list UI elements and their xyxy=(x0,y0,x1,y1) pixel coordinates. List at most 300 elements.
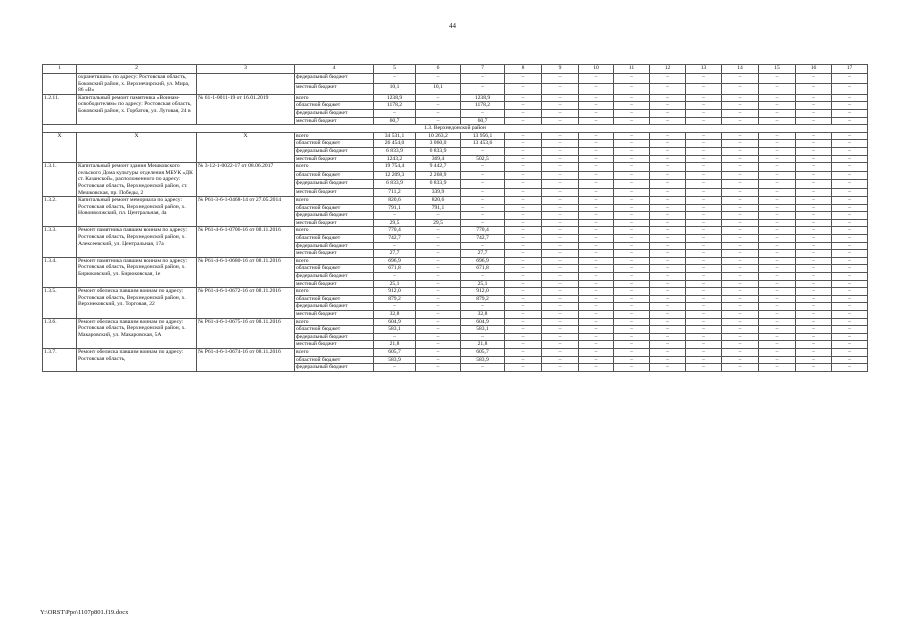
document-number: № 61-1-0011-19 от 16.01.2019 xyxy=(197,94,295,124)
funding-source: федеральный бюджет xyxy=(295,147,374,155)
funding-source: областной бюджет xyxy=(295,204,374,212)
amount-cell: – xyxy=(614,132,650,140)
amount-cell: 60,7 xyxy=(461,117,505,125)
amount-cell: – xyxy=(579,273,614,281)
amount-cell: 6 833,9 xyxy=(374,180,416,188)
amount-cell: – xyxy=(686,288,722,296)
amount-cell: – xyxy=(614,212,650,220)
amount-cell: – xyxy=(832,288,868,296)
header-cell: 9 xyxy=(542,65,579,74)
amount-cell: – xyxy=(832,348,868,356)
amount-cell: – xyxy=(374,273,416,281)
amount-cell: – xyxy=(650,273,686,281)
amount-cell: – xyxy=(796,84,832,94)
amount-cell: – xyxy=(759,204,796,212)
amount-cell: – xyxy=(579,204,614,212)
amount-cell: – xyxy=(542,212,579,220)
funding-source: всего xyxy=(295,94,374,102)
amount-cell: – xyxy=(579,333,614,341)
amount-cell: – xyxy=(686,318,722,326)
amount-cell: – xyxy=(722,288,759,296)
funding-source: местный бюджет xyxy=(295,84,374,94)
amount-cell: – xyxy=(374,109,416,117)
amount-cell: – xyxy=(416,333,461,341)
amount-cell: – xyxy=(416,117,461,125)
amount-cell: – xyxy=(796,288,832,296)
amount-cell: – xyxy=(722,147,759,155)
amount-cell: – xyxy=(614,318,650,326)
amount-cell: – xyxy=(832,155,868,163)
amount-cell: – xyxy=(759,94,796,102)
amount-cell: – xyxy=(542,341,579,349)
amount-cell: – xyxy=(416,326,461,334)
amount-cell: – xyxy=(505,155,542,163)
funding-source: местный бюджет xyxy=(295,155,374,163)
amount-cell: – xyxy=(505,341,542,349)
amount-cell: – xyxy=(579,117,614,125)
amount-cell: – xyxy=(759,318,796,326)
amount-cell: – xyxy=(614,341,650,349)
table-body xyxy=(43,74,868,372)
amount-cell: – xyxy=(722,74,759,84)
header-cell: 5 xyxy=(374,65,416,74)
amount-cell: – xyxy=(832,265,868,273)
amount-cell: – xyxy=(505,188,542,197)
amount-cell: 1178,2 xyxy=(374,102,416,110)
amount-cell: – xyxy=(579,132,614,140)
amount-cell: – xyxy=(832,212,868,220)
item-number: 1.3.3. xyxy=(43,227,77,257)
amount-cell: 742,7 xyxy=(374,235,416,243)
amount-cell: – xyxy=(579,318,614,326)
amount-cell: – xyxy=(542,326,579,334)
funding-source: всего xyxy=(295,197,374,205)
page-number: 44 xyxy=(449,22,456,30)
amount-cell: – xyxy=(722,140,759,148)
amount-cell: – xyxy=(579,227,614,235)
amount-cell: – xyxy=(759,356,796,364)
amount-cell: – xyxy=(416,250,461,258)
amount-cell: – xyxy=(832,341,868,349)
amount-cell: – xyxy=(650,348,686,356)
amount-cell: – xyxy=(759,102,796,110)
amount-cell: – xyxy=(505,303,542,311)
amount-cell: 13 956,1 xyxy=(461,132,505,140)
table-row xyxy=(43,132,868,140)
amount-cell: – xyxy=(650,197,686,205)
amount-cell: – xyxy=(650,295,686,303)
funding-source: областной бюджет xyxy=(295,102,374,110)
item-number: 1.3.6. xyxy=(43,318,77,348)
amount-cell: – xyxy=(722,311,759,319)
funding-source: федеральный бюджет xyxy=(295,273,374,281)
amount-cell: – xyxy=(614,333,650,341)
amount-cell: – xyxy=(722,273,759,281)
amount-cell: – xyxy=(686,147,722,155)
item-number xyxy=(43,74,77,95)
amount-cell: – xyxy=(796,188,832,197)
amount-cell: – xyxy=(686,117,722,125)
amount-cell: 25,1 xyxy=(374,280,416,288)
amount-cell: – xyxy=(505,147,542,155)
amount-cell: 6 833,9 xyxy=(374,147,416,155)
amount-cell: – xyxy=(542,94,579,102)
amount-cell: – xyxy=(796,326,832,334)
amount-cell: – xyxy=(579,295,614,303)
amount-cell: 12 209,3 xyxy=(374,171,416,179)
header-row xyxy=(43,65,868,74)
amount-cell: – xyxy=(416,212,461,220)
amount-cell: – xyxy=(650,84,686,94)
amount-cell: – xyxy=(542,295,579,303)
amount-cell: 605,7 xyxy=(374,348,416,356)
amount-cell: 19 754,4 xyxy=(374,163,416,171)
amount-cell: – xyxy=(796,318,832,326)
amount-cell: – xyxy=(796,204,832,212)
amount-cell: – xyxy=(542,197,579,205)
amount-cell: – xyxy=(650,303,686,311)
amount-cell: – xyxy=(614,102,650,110)
amount-cell: 27,7 xyxy=(461,250,505,258)
amount-cell: – xyxy=(759,180,796,188)
amount-cell: – xyxy=(650,171,686,179)
amount-cell: – xyxy=(505,132,542,140)
amount-cell: – xyxy=(579,155,614,163)
amount-cell: – xyxy=(686,227,722,235)
table-header xyxy=(43,65,868,74)
amount-cell: – xyxy=(759,326,796,334)
document-number xyxy=(197,74,295,95)
funding-source: областной бюджет xyxy=(295,295,374,303)
amount-cell: – xyxy=(650,333,686,341)
amount-cell: – xyxy=(722,356,759,364)
amount-cell: – xyxy=(416,273,461,281)
amount-cell: – xyxy=(505,204,542,212)
amount-cell: – xyxy=(614,197,650,205)
amount-cell: – xyxy=(416,288,461,296)
amount-cell: – xyxy=(686,188,722,197)
amount-cell: 605,7 xyxy=(461,348,505,356)
funding-source: всего xyxy=(295,227,374,235)
amount-cell: 10,1 xyxy=(416,84,461,94)
header-cell: 10 xyxy=(579,65,614,74)
table-row xyxy=(43,163,868,171)
amount-cell: – xyxy=(832,188,868,197)
amount-cell: – xyxy=(505,180,542,188)
item-number: 1.3.7. xyxy=(43,348,77,371)
amount-cell: – xyxy=(686,74,722,84)
amount-cell: – xyxy=(505,364,542,372)
amount-cell: – xyxy=(614,94,650,102)
amount-cell: 27,7 xyxy=(374,250,416,258)
amount-cell: – xyxy=(832,147,868,155)
funding-source: местный бюджет xyxy=(295,250,374,258)
amount-cell: – xyxy=(650,102,686,110)
amount-cell: 2 268,9 xyxy=(416,171,461,179)
amount-cell: – xyxy=(542,318,579,326)
amount-cell: – xyxy=(614,311,650,319)
amount-cell: – xyxy=(542,132,579,140)
table-row xyxy=(43,348,868,356)
amount-cell: – xyxy=(722,163,759,171)
header-cell: 4 xyxy=(295,65,374,74)
amount-cell: – xyxy=(832,303,868,311)
amount-cell: – xyxy=(650,288,686,296)
funding-source: областной бюджет xyxy=(295,265,374,273)
amount-cell: 604,9 xyxy=(461,318,505,326)
header-cell: 11 xyxy=(614,65,650,74)
amount-cell: – xyxy=(722,94,759,102)
header-cell: 16 xyxy=(796,65,832,74)
amount-cell: – xyxy=(542,117,579,125)
amount-cell: – xyxy=(614,295,650,303)
object-name: Ремонт обелиска павшим воинам по адресу: Ростовская область, Верхнедонской район, х. Верхнековский, ул. Торговая, 22 xyxy=(77,288,197,318)
amount-cell: – xyxy=(686,219,722,227)
amount-cell: – xyxy=(650,212,686,220)
funding-table xyxy=(42,64,868,372)
amount-cell: – xyxy=(614,257,650,265)
amount-cell: – xyxy=(832,94,868,102)
amount-cell: – xyxy=(722,212,759,220)
amount-cell: – xyxy=(505,171,542,179)
funding-source: местный бюджет xyxy=(295,188,374,197)
amount-cell: – xyxy=(650,318,686,326)
table-row xyxy=(43,318,868,326)
amount-cell: – xyxy=(686,132,722,140)
object-name: Ремонт памятника павшим воинам по адресу: Ростовская область, Верхнедонской район, х. Алексеевский, ул. Центральная, 17а xyxy=(77,227,197,257)
amount-cell: – xyxy=(461,163,505,171)
amount-cell: – xyxy=(614,303,650,311)
amount-cell: – xyxy=(505,219,542,227)
amount-cell: – xyxy=(832,219,868,227)
amount-cell: 791,1 xyxy=(374,204,416,212)
amount-cell: 820,6 xyxy=(374,197,416,205)
amount-cell: – xyxy=(722,227,759,235)
amount-cell: 6 833,9 xyxy=(416,180,461,188)
amount-cell: – xyxy=(461,364,505,372)
amount-cell: – xyxy=(579,163,614,171)
amount-cell: – xyxy=(686,311,722,319)
amount-cell: 583,9 xyxy=(461,356,505,364)
section-row xyxy=(43,125,868,133)
amount-cell: – xyxy=(505,140,542,148)
amount-cell: – xyxy=(416,348,461,356)
amount-cell: 583,9 xyxy=(374,356,416,364)
amount-cell: – xyxy=(722,180,759,188)
footer-file-path: Y:\ORST\Ppo\1107p801.f19.docx xyxy=(40,609,129,616)
amount-cell: – xyxy=(832,235,868,243)
amount-cell: – xyxy=(722,84,759,94)
amount-cell: – xyxy=(461,303,505,311)
amount-cell: – xyxy=(505,318,542,326)
amount-cell: – xyxy=(542,280,579,288)
funding-source: федеральный бюджет xyxy=(295,242,374,250)
amount-cell: – xyxy=(614,227,650,235)
amount-cell: – xyxy=(650,163,686,171)
amount-cell: – xyxy=(650,250,686,258)
funding-source: местный бюджет xyxy=(295,117,374,125)
amount-cell: – xyxy=(796,311,832,319)
amount-cell: 1238,9 xyxy=(374,94,416,102)
amount-cell: – xyxy=(542,364,579,372)
amount-cell: – xyxy=(759,219,796,227)
amount-cell: – xyxy=(832,333,868,341)
amount-cell: – xyxy=(686,364,722,372)
amount-cell: – xyxy=(374,333,416,341)
amount-cell: – xyxy=(759,242,796,250)
document-number: Х xyxy=(197,132,295,162)
amount-cell: – xyxy=(832,250,868,258)
funding-source: федеральный бюджет xyxy=(295,364,374,372)
amount-cell: – xyxy=(505,235,542,243)
amount-cell: 26 454,0 xyxy=(374,140,416,148)
amount-cell: – xyxy=(759,197,796,205)
amount-cell: – xyxy=(759,74,796,84)
amount-cell: – xyxy=(650,257,686,265)
amount-cell: – xyxy=(796,364,832,372)
amount-cell: – xyxy=(796,163,832,171)
amount-cell: – xyxy=(579,288,614,296)
amount-cell: – xyxy=(579,147,614,155)
amount-cell: – xyxy=(759,250,796,258)
amount-cell: – xyxy=(614,84,650,94)
amount-cell: – xyxy=(374,364,416,372)
amount-cell: – xyxy=(796,250,832,258)
amount-cell: – xyxy=(542,102,579,110)
amount-cell: 912,0 xyxy=(374,288,416,296)
document-number: № Р61-4-6-1-0680-16 от 08.11.2016 xyxy=(197,257,295,287)
amount-cell: – xyxy=(759,132,796,140)
amount-cell: – xyxy=(759,155,796,163)
amount-cell: – xyxy=(542,273,579,281)
amount-cell: – xyxy=(542,147,579,155)
amount-cell: 696,9 xyxy=(374,257,416,265)
amount-cell: – xyxy=(832,227,868,235)
amount-cell: – xyxy=(796,333,832,341)
item-number: 1.2.11. xyxy=(43,94,77,124)
amount-cell: – xyxy=(614,219,650,227)
amount-cell: – xyxy=(650,235,686,243)
amount-cell: 583,1 xyxy=(461,326,505,334)
amount-cell: – xyxy=(461,273,505,281)
amount-cell: – xyxy=(505,348,542,356)
document-number: № Р61-4-6-1-0674-16 от 08.11.2016 xyxy=(197,348,295,371)
amount-cell: – xyxy=(505,250,542,258)
amount-cell: – xyxy=(542,303,579,311)
amount-cell: 32,8 xyxy=(374,311,416,319)
amount-cell: – xyxy=(461,147,505,155)
funding-source: всего xyxy=(295,257,374,265)
amount-cell: – xyxy=(542,204,579,212)
amount-cell: – xyxy=(542,288,579,296)
amount-cell: – xyxy=(461,188,505,197)
amount-cell: – xyxy=(579,242,614,250)
amount-cell: – xyxy=(650,280,686,288)
amount-cell: – xyxy=(579,250,614,258)
amount-cell: – xyxy=(542,311,579,319)
amount-cell: – xyxy=(416,242,461,250)
amount-cell: – xyxy=(416,109,461,117)
amount-cell: – xyxy=(759,163,796,171)
item-number: Х xyxy=(43,132,77,162)
amount-cell: – xyxy=(505,295,542,303)
amount-cell: 1243,2 xyxy=(374,155,416,163)
amount-cell: – xyxy=(505,288,542,296)
amount-cell: – xyxy=(759,295,796,303)
amount-cell: – xyxy=(686,155,722,163)
amount-cell: – xyxy=(796,280,832,288)
funding-source: всего xyxy=(295,288,374,296)
amount-cell: – xyxy=(614,356,650,364)
funding-source: областной бюджет xyxy=(295,171,374,179)
amount-cell: 21,8 xyxy=(461,341,505,349)
amount-cell: – xyxy=(505,94,542,102)
amount-cell: – xyxy=(542,257,579,265)
funding-source: местный бюджет xyxy=(295,219,374,227)
amount-cell: – xyxy=(796,147,832,155)
amount-cell: – xyxy=(759,303,796,311)
amount-cell: – xyxy=(796,227,832,235)
amount-cell: – xyxy=(461,204,505,212)
amount-cell: – xyxy=(505,356,542,364)
object-name: Ремонт памятника павшим воинам по адресу: Ростовская область, Верхнедонской район, х. Бирюковский, ул. Бирюковская, 1е xyxy=(77,257,197,287)
amount-cell: 912,0 xyxy=(461,288,505,296)
amount-cell: – xyxy=(579,94,614,102)
amount-cell: – xyxy=(614,155,650,163)
amount-cell: – xyxy=(579,171,614,179)
amount-cell: – xyxy=(461,212,505,220)
amount-cell: – xyxy=(650,188,686,197)
amount-cell: 369,4 xyxy=(416,155,461,163)
amount-cell: – xyxy=(796,74,832,84)
amount-cell: – xyxy=(461,219,505,227)
amount-cell: – xyxy=(461,171,505,179)
amount-cell: – xyxy=(579,140,614,148)
amount-cell: – xyxy=(832,197,868,205)
amount-cell: – xyxy=(686,326,722,334)
amount-cell: – xyxy=(542,333,579,341)
amount-cell: 60,7 xyxy=(374,117,416,125)
amount-cell: – xyxy=(722,204,759,212)
amount-cell: – xyxy=(722,188,759,197)
amount-cell: 879,2 xyxy=(461,295,505,303)
amount-cell: – xyxy=(832,273,868,281)
amount-cell: – xyxy=(542,348,579,356)
header-cell: 7 xyxy=(461,65,505,74)
amount-cell: – xyxy=(579,102,614,110)
amount-cell: – xyxy=(796,102,832,110)
amount-cell: – xyxy=(614,273,650,281)
amount-cell: – xyxy=(542,235,579,243)
amount-cell: – xyxy=(461,197,505,205)
amount-cell: – xyxy=(650,227,686,235)
amount-cell: – xyxy=(650,219,686,227)
amount-cell: – xyxy=(759,273,796,281)
amount-cell: – xyxy=(650,117,686,125)
amount-cell: – xyxy=(796,235,832,243)
amount-cell: – xyxy=(832,84,868,94)
header-cell: 3 xyxy=(197,65,295,74)
amount-cell: – xyxy=(722,219,759,227)
amount-cell: 1178,2 xyxy=(461,102,505,110)
amount-cell: – xyxy=(505,333,542,341)
amount-cell: – xyxy=(542,163,579,171)
amount-cell: – xyxy=(614,288,650,296)
amount-cell: – xyxy=(832,242,868,250)
amount-cell: – xyxy=(505,84,542,94)
amount-cell: – xyxy=(686,212,722,220)
amount-cell: – xyxy=(614,204,650,212)
